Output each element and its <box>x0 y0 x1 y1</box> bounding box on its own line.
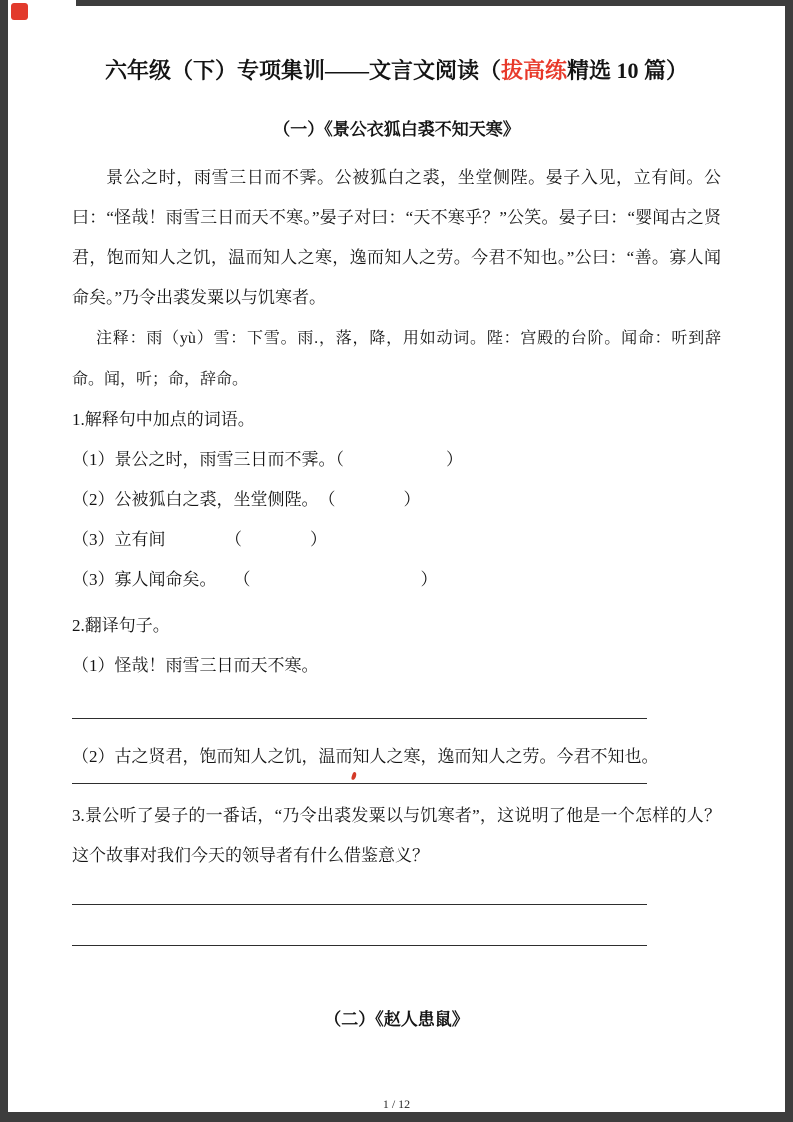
section1-heading: （一）《景公衣狐白裘不知天寒》 <box>273 120 520 139</box>
answer-line <box>72 904 647 905</box>
page-number: 1 / 12 <box>382 1097 411 1111</box>
question2-label: 2.翻译句子。 <box>72 616 170 635</box>
question3-text: 3.景公听了晏子的一番话，“乃令出裘发粟以与饥寒者”，这说明了他是一个怎样的人？这个故事对我们今天的领导者有什么借鉴意义？ <box>72 806 721 865</box>
question1-item-2: （2）公被狐白之裘，坐堂侧陛。 （ ） <box>72 490 421 509</box>
answer-line <box>72 718 647 719</box>
answer-line <box>72 783 647 784</box>
section2-heading: （二）《赵人患鼠》 <box>324 1010 469 1029</box>
title-highlight: 拔高练 <box>500 58 567 83</box>
question1-item-3: （3）立有间 （ ） <box>72 530 327 549</box>
app-logo-icon <box>11 3 28 20</box>
passage-text: 景公之时，雨雪三日而不霁。公被狐白之裘，坐堂侧陛。晏子入见，立有间。公曰：“怪哉！雨雪三日而天不寒。”晏子对曰：“天不寒乎？”公笑。晏子曰：“婴闻古之贤君，饱而知人之饥，温而知人之寒，逸而知人之劳。今君不知也。”公曰：“善。寡人闻命矣。”乃令出裘发粟以与饥寒者。 <box>72 168 721 307</box>
question1-label: 1.解释句中加点的词语。 <box>72 410 255 429</box>
question2-item-1: （1）怪哉！雨雪三日而天不寒。 <box>72 656 319 675</box>
question1-item-1: （1）景公之时，雨雪三日而不霁。（ ） <box>72 450 463 469</box>
corner-badge <box>8 0 76 25</box>
title-suffix: 精选 10 篇） <box>567 58 689 83</box>
document-page <box>8 6 785 1112</box>
question1-item-4: （3）寡人闻命矣。 （ ） <box>72 570 438 589</box>
answer-line <box>72 945 647 946</box>
document-title <box>72 54 721 88</box>
notes-text: 注释：雨（yù）雪：下雪。雨.，落，降，用如动词。陛：宫殿的台阶。闻命：听到辞命。闻，听；命，辞命。 <box>72 330 721 388</box>
title-prefix: 六年级（下）专项集训——文言文阅读（ <box>104 58 501 83</box>
question2-item-2: （2）古之贤君，饱而知人之饥，温而知人之寒，逸而知人之劳。今君不知也。 <box>72 747 659 766</box>
